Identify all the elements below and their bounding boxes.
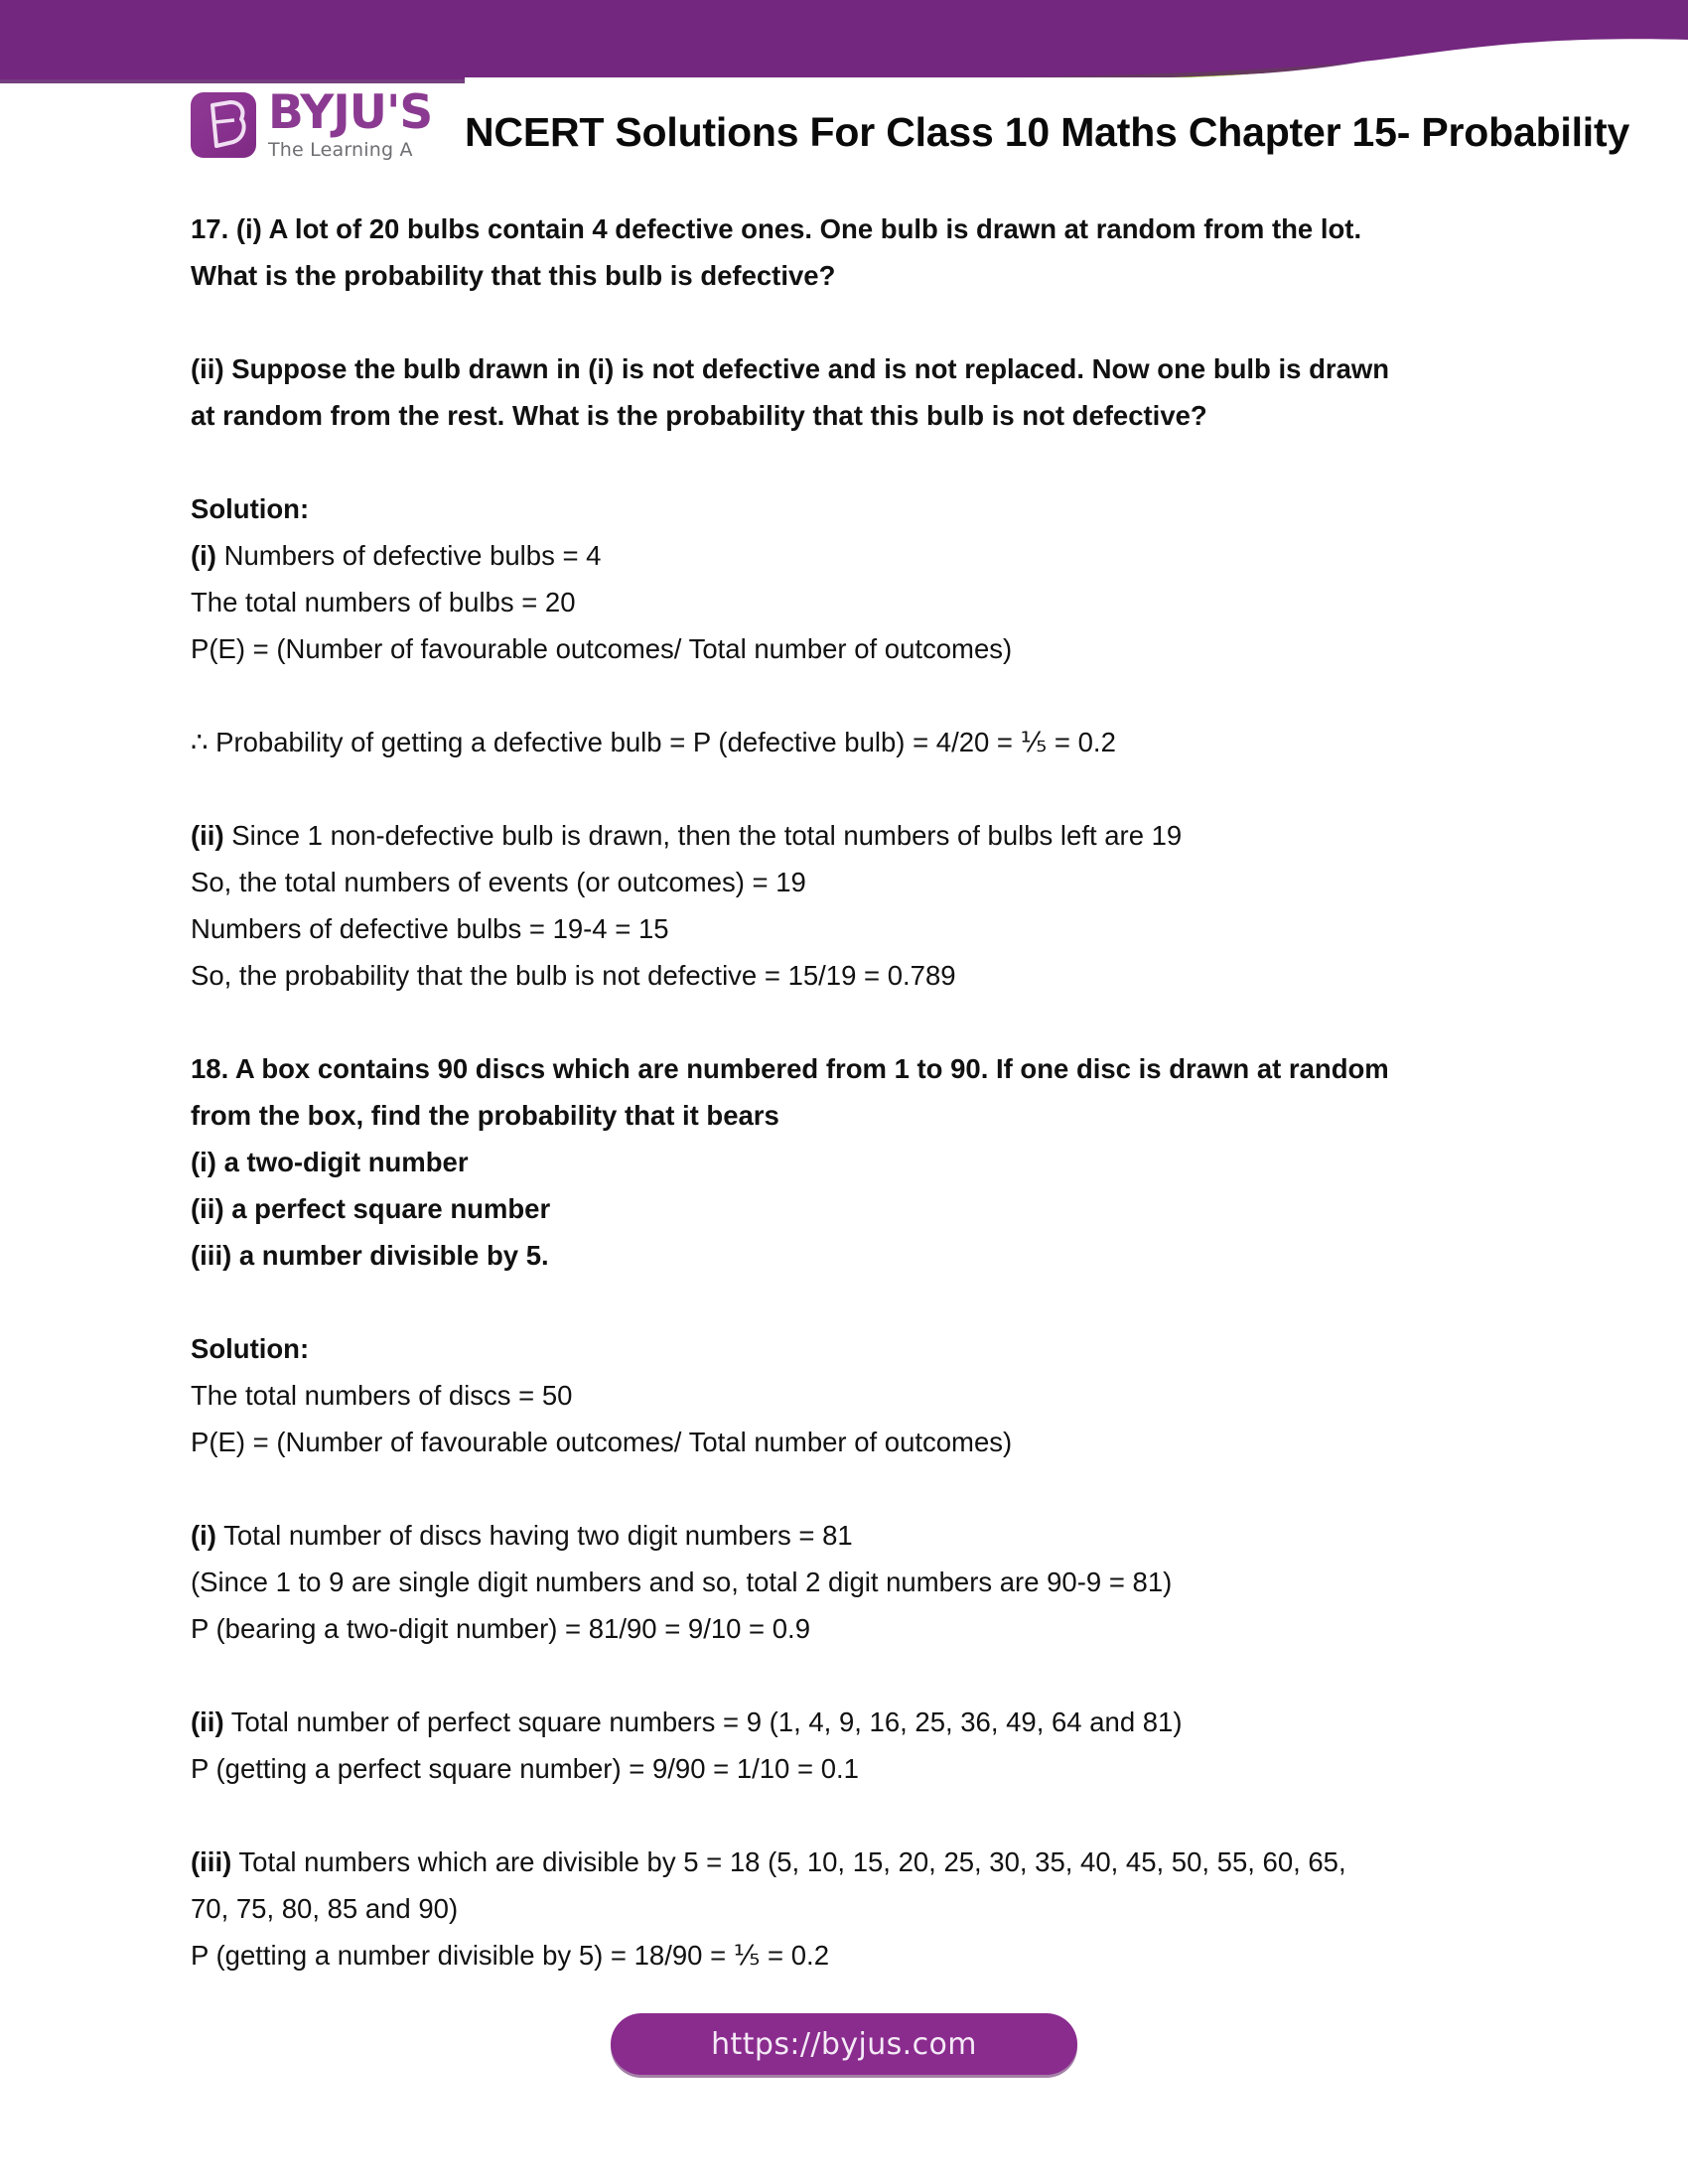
q17-solution-ii-line-1 bbox=[191, 812, 1511, 859]
q18-solution-iii-line-3: P (getting a number divisible by 5) = 18/90 = ⅕ = 0.2 bbox=[191, 1940, 829, 1971]
q17-solution-ii-marker: (ii) bbox=[191, 820, 224, 851]
q18-solution-iii-line-1 bbox=[191, 1839, 1511, 1885]
q17-solution-ii-line-2: So, the total numbers of events (or outcomes) = 19 bbox=[191, 867, 806, 897]
spacer bbox=[191, 765, 1511, 812]
q18-solution-iii-text: Total numbers which are divisible by 5 = 18 (5, 10, 15, 20, 25, 30, 35, 40, 45, 50, 55, 60, 65, bbox=[231, 1846, 1346, 1877]
q18-solution-ii-text: Total number of perfect square numbers = 9 (1, 4, 9, 16, 25, 36, 49, 64 and 81) bbox=[223, 1706, 1183, 1737]
spacer bbox=[191, 1792, 1511, 1839]
q17-solution-ii-line-3: Numbers of defective bulbs = 19-4 = 15 bbox=[191, 913, 669, 944]
q17-part-i-line-2: What is the probability that this bulb is defective? bbox=[191, 260, 836, 291]
q17-solution-ii-line-4: So, the probability that the bulb is not defective = 15/19 = 0.789 bbox=[191, 960, 956, 991]
page-header bbox=[0, 77, 1688, 187]
byjus-b-logo-icon bbox=[191, 92, 256, 158]
q17-part-ii-line-1: (ii) Suppose the bulb drawn in (i) is not defective and is not replaced. Now one bulb is drawn bbox=[191, 353, 1390, 384]
q18-solution-iii-line-2: 70, 75, 80, 85 and 90) bbox=[191, 1893, 459, 1924]
q17-solution-i-line-3: P(E) = (Number of favourable outcomes/ Total number of outcomes) bbox=[191, 633, 1013, 664]
q18-solution-intro-line-2: P(E) = (Number of favourable outcomes/ Total number of outcomes) bbox=[191, 1427, 1013, 1457]
spacer bbox=[191, 1652, 1511, 1699]
spacer bbox=[191, 439, 1511, 485]
q18-solution-i-text: Total number of discs having two digit numbers = 81 bbox=[215, 1520, 853, 1551]
q17-solution-i-text: Numbers of defective bulbs = 4 bbox=[215, 540, 602, 571]
spacer bbox=[191, 1465, 1511, 1512]
byjus-wordmark: BYJU'S bbox=[268, 89, 433, 140]
q18-solution-i-marker: (i) bbox=[191, 1520, 216, 1551]
byjus-tagline: The Learning A bbox=[268, 139, 413, 161]
q18-solution-i-line-3: P (bearing a two-digit number) = 81/90 = 9/10 = 0.9 bbox=[191, 1613, 810, 1644]
spacer bbox=[191, 672, 1511, 719]
q17-solution-label: Solution: bbox=[191, 493, 310, 524]
q17-solution-i-marker: (i) bbox=[191, 540, 216, 571]
q18-solution-ii-marker: (ii) bbox=[191, 1706, 224, 1737]
byjus-logo bbox=[191, 89, 472, 181]
document-body bbox=[191, 205, 1511, 1979]
byjus-url-button[interactable] bbox=[611, 2013, 1077, 2075]
q18-question-line-2: from the box, find the probability that it bears bbox=[191, 1100, 779, 1131]
q17-solution-i-line-1 bbox=[191, 532, 1511, 579]
q18-solution-iii-marker: (iii) bbox=[191, 1846, 232, 1877]
q17-solution-ii-text: Since 1 non-defective bulb is drawn, then the total numbers of bulbs left are 19 bbox=[223, 820, 1183, 851]
q18-option-ii: (ii) a perfect square number bbox=[191, 1193, 551, 1224]
q18-option-i: (i) a two-digit number bbox=[191, 1147, 469, 1177]
q18-solution-label: Solution: bbox=[191, 1333, 310, 1364]
q17-solution-i-conclusion: ∴ Probability of getting a defective bulb = P (defective bulb) = 4/20 = ⅕ = 0.2 bbox=[191, 727, 1116, 757]
q18-solution-intro-line-1: The total numbers of discs = 50 bbox=[191, 1380, 573, 1411]
q18-solution-i-line-1 bbox=[191, 1512, 1511, 1559]
byjus-url-label: https://byjus.com bbox=[711, 2026, 977, 2062]
title-overlay bbox=[465, 77, 1688, 187]
q17-part-i-line-1: 17. (i) A lot of 20 bulbs contain 4 defective ones. One bulb is drawn at random from the lot. bbox=[191, 213, 1362, 244]
spacer bbox=[191, 299, 1511, 345]
spacer bbox=[191, 1279, 1511, 1325]
q17-part-ii-line-2: at random from the rest. What is the probability that this bulb is not defective? bbox=[191, 400, 1207, 431]
spacer bbox=[191, 999, 1511, 1045]
q18-question-line-1: 18. A box contains 90 discs which are numbered from 1 to 90. If one disc is drawn at random bbox=[191, 1053, 1389, 1084]
q17-solution-i-line-2: The total numbers of bulbs = 20 bbox=[191, 587, 576, 617]
q18-solution-ii-line-2: P (getting a perfect square number) = 9/90 = 1/10 = 0.1 bbox=[191, 1753, 859, 1784]
q18-solution-ii-line-1 bbox=[191, 1699, 1511, 1745]
page-title: NCERT Solutions For Class 10 Maths Chapter 15- Probability bbox=[465, 108, 1630, 155]
q18-option-iii: (iii) a number divisible by 5. bbox=[191, 1240, 549, 1271]
q18-solution-i-line-2: (Since 1 to 9 are single digit numbers and so, total 2 digit numbers are 90-9 = 81) bbox=[191, 1567, 1173, 1597]
